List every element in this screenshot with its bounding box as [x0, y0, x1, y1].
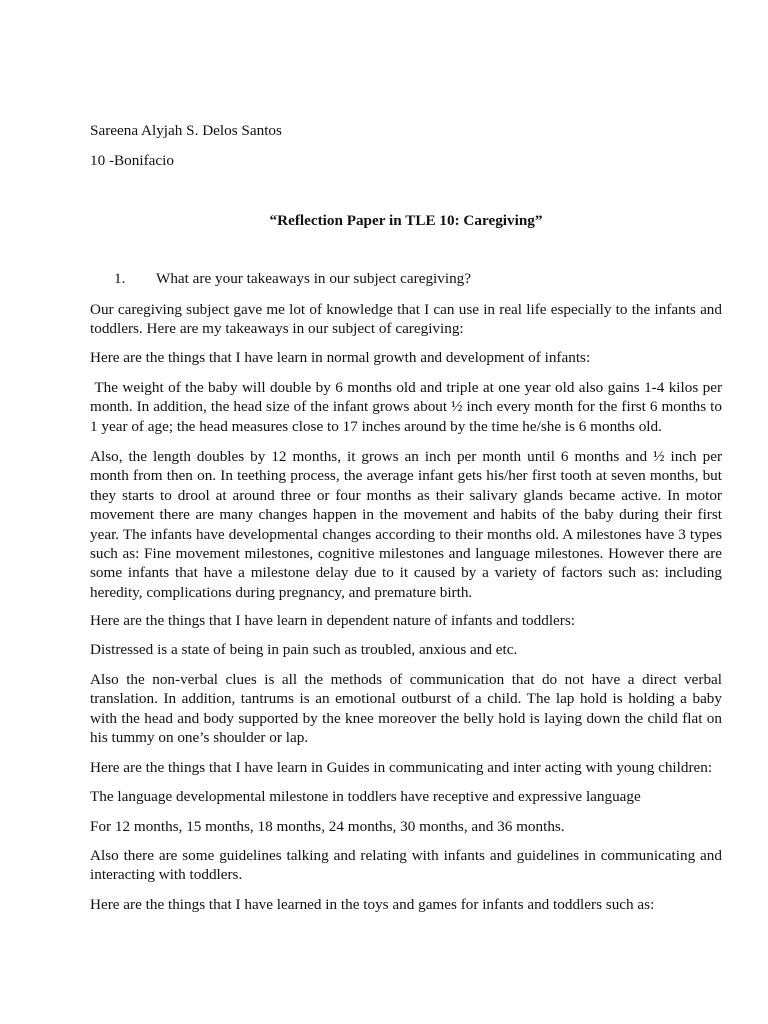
- paragraph: Here are the things that I have learn in Guides in communicating and inter acting with young children:: [90, 759, 713, 776]
- paragraph: Also, the length doubles by 12 months, it grows an inch per month until 6 months and ½ inch per month from then on. In teething process, the average infant gets his/her first tooth at seven months, but they starts to drool at around three or four months as their salivary glands became active. In motor movement there are many changes happen in the movement and habits of the baby during their first year. The infants have developmental changes according to their months old. A milestones have 3 types such as: Fine movement milestones, cognitive milestones and language milestones. However there are some infants that have a milestone delay due to it caused by a variety of factors such as: including heredity, complications during pregnancy, and premature birth.: [90, 448, 722, 601]
- question-text: What are your takeaways in our subject caregiving?: [156, 270, 472, 287]
- paragraph: Here are the things that I have learn in normal growth and development of infants:: [90, 349, 591, 366]
- class-section: 10 -Bonifacio: [90, 152, 174, 169]
- paper-title: “Reflection Paper in TLE 10: Caregiving”: [269, 212, 543, 229]
- paragraph: Also there are some guidelines talking and relating with infants and guidelines in communicating and interacting with toddlers.: [90, 847, 722, 884]
- paragraph: Here are the things that I have learn in dependent nature of infants and toddlers:: [90, 612, 575, 629]
- paragraph: Our caregiving subject gave me lot of knowledge that I can use in real life especially to the infants and toddlers. Here are my takeaways in our subject of caregiving:: [90, 301, 722, 338]
- paragraph: The weight of the baby will double by 6 months old and triple at one year old also gains 1-4 kilos per month. In addition, the head size of the infant grows about ½ inch every month for the first 6 months to 1 year of age; the head measures close to 17 inches around by the time he/she is 6 months old.: [90, 379, 726, 435]
- question-number: 1.: [114, 270, 126, 287]
- question-item: [90, 269, 722, 288]
- paragraph: Distressed is a state of being in pain such as troubled, anxious and etc.: [90, 641, 518, 658]
- paragraph: Also the non-verbal clues is all the methods of communication that do not have a direct verbal translation. In addition, tantrums is an emotional outburst of a child. The lap hold is holding a baby with the head and body supported by the knee moreover the belly hold is laying down the child flat on his tummy on one’s shoulder or lap.: [90, 671, 722, 747]
- paragraph: The language developmental milestone in toddlers have receptive and expressive language: [90, 788, 641, 805]
- paragraph: Here are the things that I have learned in the toys and games for infants and toddlers such as:: [90, 896, 655, 913]
- author-name: Sareena Alyjah S. Delos Santos: [90, 122, 282, 139]
- paragraph: For 12 months, 15 months, 18 months, 24 months, 30 months, and 36 months.: [90, 818, 565, 835]
